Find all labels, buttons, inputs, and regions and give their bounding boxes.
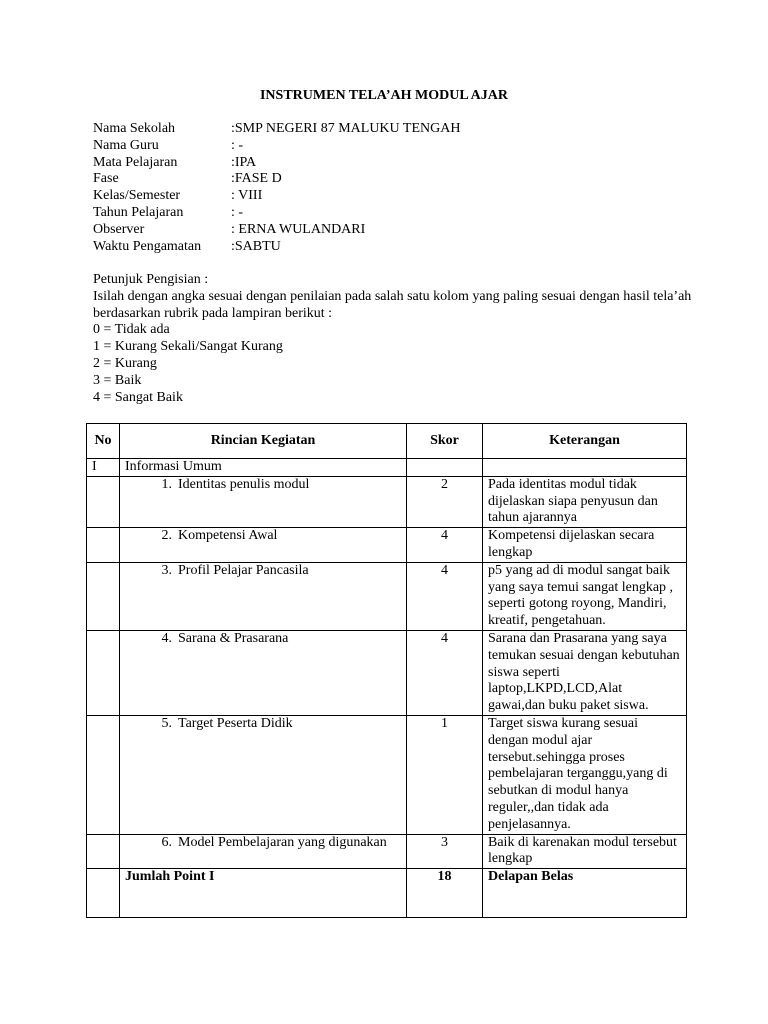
empty-cell	[87, 869, 120, 918]
info-value: : -	[231, 204, 244, 220]
header-skor: Skor	[407, 424, 483, 459]
info-row-tahun-pelajaran	[93, 205, 460, 222]
item-kegiatan: Identitas penulis modul	[178, 476, 310, 492]
section-no: I	[87, 459, 120, 477]
total-skor: 18	[407, 869, 483, 918]
section-row	[87, 459, 687, 477]
info-label: Nama Sekolah	[93, 121, 176, 136]
scale-item: 1 = Kurang Sekali/Sangat Kurang	[93, 339, 283, 355]
scale-item: 2 = Kurang	[93, 355, 157, 371]
table-row	[87, 562, 687, 630]
scale-item: 4 = Sangat Baik	[93, 389, 183, 405]
info-value: :IPA	[231, 154, 257, 170]
info-row-observer	[93, 222, 460, 239]
item-skor: 3	[407, 834, 483, 869]
item-skor: 4	[407, 562, 483, 630]
item-skor: 4	[407, 630, 483, 715]
item-skor: 4	[407, 528, 483, 563]
item-keterangan: Sarana dan Prasarana yang saya temukan sesuai dengan kebutuhan siswa seperti laptop,LKPD,LCD,Alat gawai,dan buku paket siswa.	[483, 630, 687, 715]
info-label: Nama Guru	[93, 137, 159, 153]
item-keterangan: Kompetensi dijelaskan secara lengkap	[483, 528, 687, 563]
info-label: Tahun Pelajaran	[93, 204, 184, 220]
document-title: INSTRUMEN TELA’AH MODUL AJAR	[259, 88, 508, 103]
info-value: : -	[231, 137, 244, 153]
info-label: Observer	[93, 221, 145, 237]
table-row	[87, 834, 687, 869]
item-skor: 1	[407, 715, 483, 834]
instructions-text: Isilah dengan angka sesuai dengan penilaian pada salah satu kolom yang paling sesuai dengan hasil tela’ah berdasarkan rubrik pada lampiran berikut :	[93, 288, 692, 321]
info-value: : VIII	[231, 188, 263, 204]
total-keterangan: Delapan Belas	[483, 869, 687, 918]
info-row-mata-pelajaran	[93, 155, 460, 172]
info-label: Kelas/Semester	[93, 188, 181, 204]
item-kegiatan: Model Pembelajaran yang digunakan	[178, 834, 387, 850]
empty-cell	[87, 476, 120, 527]
info-value: : ERNA WULANDARI	[231, 221, 366, 237]
item-kegiatan: Target Peserta Didik	[178, 715, 293, 731]
scale-item: 3 = Baik	[93, 372, 142, 388]
item-number: 3.	[161, 562, 172, 578]
table-row	[87, 715, 687, 834]
info-label: Fase	[93, 171, 119, 187]
info-row-nama-sekolah	[93, 121, 460, 138]
item-keterangan: p5 yang ad di modul sangat baik yang saya temui sangat lengkap , seperti gotong royong, Mandiri, kreatif, pengetahuan.	[483, 562, 687, 630]
item-number: 1.	[161, 476, 172, 492]
item-kegiatan: Sarana & Prasarana	[178, 630, 289, 646]
info-row-fase	[93, 171, 460, 188]
empty-cell	[407, 459, 483, 477]
instructions-heading: Petunjuk Pengisian :	[93, 272, 209, 287]
item-keterangan: Pada identitas modul tidak dijelaskan siapa penyusun dan tahun ajarannya	[483, 476, 687, 527]
info-value: :FASE D	[231, 171, 282, 187]
item-kegiatan: Profil Pelajar Pancasila	[178, 562, 309, 578]
empty-cell	[87, 562, 120, 630]
instructions-block	[93, 272, 693, 406]
table-row	[87, 528, 687, 563]
scale-item: 0 = Tidak ada	[93, 322, 170, 338]
info-row-waktu-pengamatan	[93, 239, 460, 256]
info-label: Waktu Pengamatan	[93, 238, 202, 254]
total-row	[87, 869, 687, 918]
info-value: :SABTU	[231, 238, 281, 254]
table-row	[87, 476, 687, 527]
table-row	[87, 630, 687, 715]
empty-cell	[87, 715, 120, 834]
item-kegiatan: Kompetensi Awal	[178, 528, 278, 544]
info-row-nama-guru	[93, 138, 460, 155]
item-number: 6.	[161, 834, 172, 850]
info-block	[93, 121, 460, 255]
header-no: No	[87, 424, 120, 459]
empty-cell	[87, 630, 120, 715]
header-rincian: Rincian Kegiatan	[120, 424, 407, 459]
empty-cell	[87, 834, 120, 869]
item-number: 2.	[161, 528, 172, 544]
item-number: 4.	[161, 630, 172, 646]
section-label: Informasi Umum	[120, 459, 407, 477]
item-keterangan: Baik di karenakan modul tersebut lengkap	[483, 834, 687, 869]
info-value: :SMP NEGERI 87 MALUKU TENGAH	[231, 121, 461, 136]
item-keterangan: Target siswa kurang sesuai dengan modul ajar tersebut.sehingga proses pembelajaran terganggu,yang di sebutkan di modul hanya reguler,,dan tidak ada penjelasannya.	[483, 715, 687, 834]
rubric-table	[86, 423, 687, 918]
header-keterangan: Keterangan	[483, 424, 687, 459]
table-header-row	[87, 424, 687, 459]
info-label: Mata Pelajaran	[93, 154, 178, 170]
total-label: Jumlah Point I	[120, 869, 407, 918]
empty-cell	[87, 528, 120, 563]
empty-cell	[483, 459, 687, 477]
item-number: 5.	[161, 715, 172, 731]
item-skor: 2	[407, 476, 483, 527]
info-row-kelas-semester	[93, 188, 460, 205]
